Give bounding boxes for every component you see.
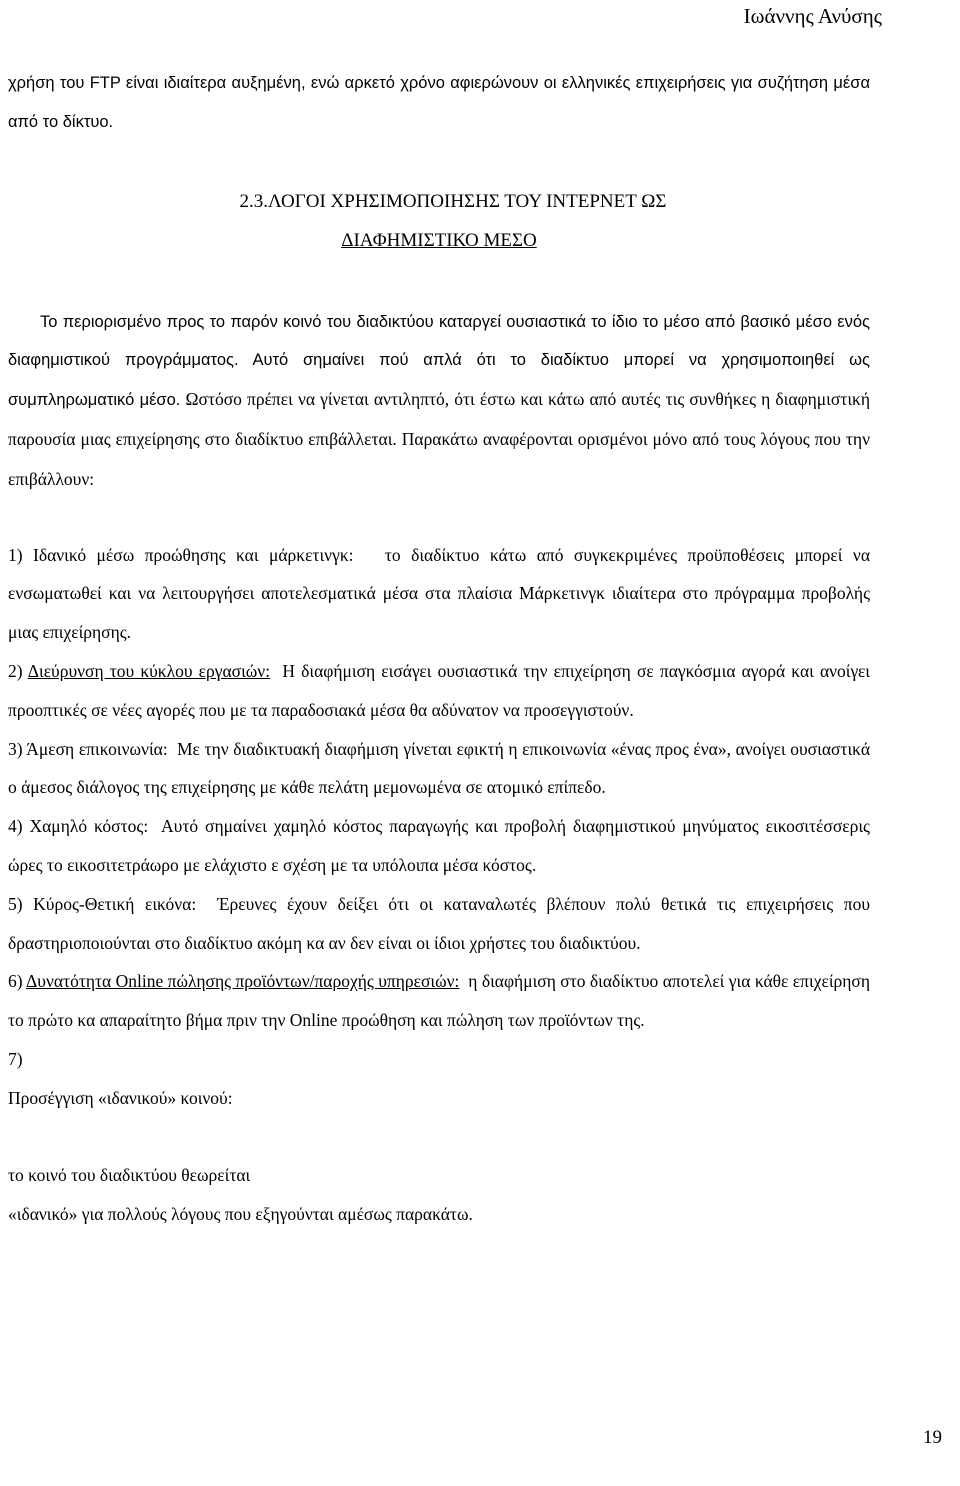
reason-item-6 [8, 962, 870, 1040]
page-number: 19 [923, 1427, 942, 1448]
continuation-paragraph: χρήση του FTP είναι ιδιαίτερα αυξημένη, ενώ αρκετό χρόνο αφιερώνουν οι ελληνικές επιχειρήσεις για συζήτηση μέσα από το δίκτυο. [8, 74, 870, 131]
section-heading-line1: 2.3.ΛΟΓΟΙ ΧΡΗΣΙΜΟΠΟΙΗΣΗΣ ΤΟΥ ΙΝΤΕΡΝΕΤ ΩΣ [239, 190, 667, 212]
reason-number: 7) [8, 1048, 23, 1069]
reason-item-7 [8, 1040, 870, 1234]
intro-sentence-1: Το περιορισμένο προς το παρόν κοινό του διαδικτύου καταργεί ουσιαστικά το ίδιο το μέσο από βασικό μέσο ενός διαφημιστικού προγράμματος. Αυτό σημαίνει πού απλά ότι το διαδίκτυο μπορεί να χρησιμοποιηθεί ως συμπληρωματικό μέσο. [8, 312, 870, 410]
reason-number: 2) [8, 660, 23, 681]
section-heading [8, 182, 870, 260]
reason-number: 5) [8, 893, 23, 914]
reason-title: Κύρος-Θετική εικόνα: [33, 893, 197, 914]
section-heading-line2: ΔΙΑΦΗΜΙΣΤΙΚΟ ΜΕΣΟ [341, 229, 537, 251]
reason-title: Ιδανικό μέσω προώθησης και μάρκετινγκ: [33, 544, 354, 565]
running-header-author: Ιωάννης Ανύσης [743, 4, 882, 28]
reason-title: Άμεση επικοινωνία: [26, 738, 168, 759]
reason-number: 1) [8, 544, 23, 565]
reason-item-4 [8, 807, 870, 885]
reason-number: 3) [8, 738, 23, 759]
reason-text: Αυτό σημαίνει χαμηλό κόστος παραγωγής και προβολή διαφημιστικού μηνύματος εικοσιτέσσερις ώρες το εικοσιτετράωρο με ελάχιστο ε σχέση με τα υπόλοιπα μέσα κόστος. [8, 816, 870, 875]
reason-title: Δυνατότητα Online πώλησης προϊόντων/παροχής υπηρεσιών: [26, 971, 460, 992]
reason-title: Διεύρυνση του κύκλου εργασιών: [27, 660, 271, 681]
reason-text: Έρευνες έχουν δείξει ότι οι καταναλωτές βλέπουν πολύ θετικά τις επιχειρήσεις που δραστηριοποιούνται στο διαδίκτυο ακόμη κα αν δεν είναι οι ίδιοι χρήστες του διαδικτύου. [8, 893, 871, 953]
reason-text-line-1: το κοινό του διαδικτύου θεωρείται [8, 1165, 251, 1186]
reason-item-1 [8, 536, 870, 652]
reason-item-2 [8, 652, 870, 730]
reason-text: Η διαφήμιση εισάγει ουσιαστικά την επιχείρηση σε παγκόσμια αγορά και ανοίγει προοπτικές σε νέες αγορές που με τα παραδοσιακά μέσα θα αδύνατον να προσεγγιστούν. [8, 660, 870, 720]
reason-text: η διαφήμιση στο διαδίκτυο αποτελεί για κάθε επιχείρηση το πρώτο κα απαραίτητο βήμα πριν την Online προώθηση και πώληση των προϊόντων της. [8, 971, 870, 1031]
document-body [8, 64, 870, 1234]
reason-text: το διαδίκτυο κάτω από συγκεκριμένες προϋποθέσεις μπορεί να ενσωματωθεί και να λειτουργήσει αποτελεσματικά μέσα στα πλαίσια Μάρκετινγκ ιδιαίτερα στο πρόγραμμα προβολής μιας επιχείρησης. [8, 544, 870, 643]
reason-title: Χαμηλό κόστος: [29, 816, 149, 837]
reason-item-3 [8, 730, 870, 808]
reason-number: 4) [8, 816, 23, 837]
intro-sentence-2: Ωστόσο πρέπει να γίνεται αντιληπτό, ότι έστω και κάτω από αυτές τις συνθήκες η διαφημιστική παρουσία μιας επιχείρησης στο διαδίκτυο επιβάλλεται. Παρακάτω αναφέρονται ορισμένοι μόνο από τους λόγους που την επιβάλλουν: [8, 389, 871, 489]
reason-item-5 [8, 885, 870, 963]
reason-title: Προσέγγιση «ιδανικού» κοινού: [8, 1087, 233, 1108]
reason-text: Με την διαδικτυακή διαφήμιση γίνεται εφικτή η επικοινωνία «ένας προς ένα», ανοίγει ουσιαστικά ο άμεσος διάλογος της επιχείρησης με κάθε πελάτη μεμονωμένα σε ατομικό επίπεδο. [8, 738, 870, 798]
paragraph-spacer [8, 500, 870, 536]
reason-text-line-2: «ιδανικό» για πολλούς λόγους που εξηγούνται αμέσως παρακάτω. [8, 1204, 473, 1225]
intro-paragraph [8, 303, 870, 500]
reason-number: 6) [8, 971, 23, 992]
reason-7-line-1 [8, 1040, 870, 1195]
